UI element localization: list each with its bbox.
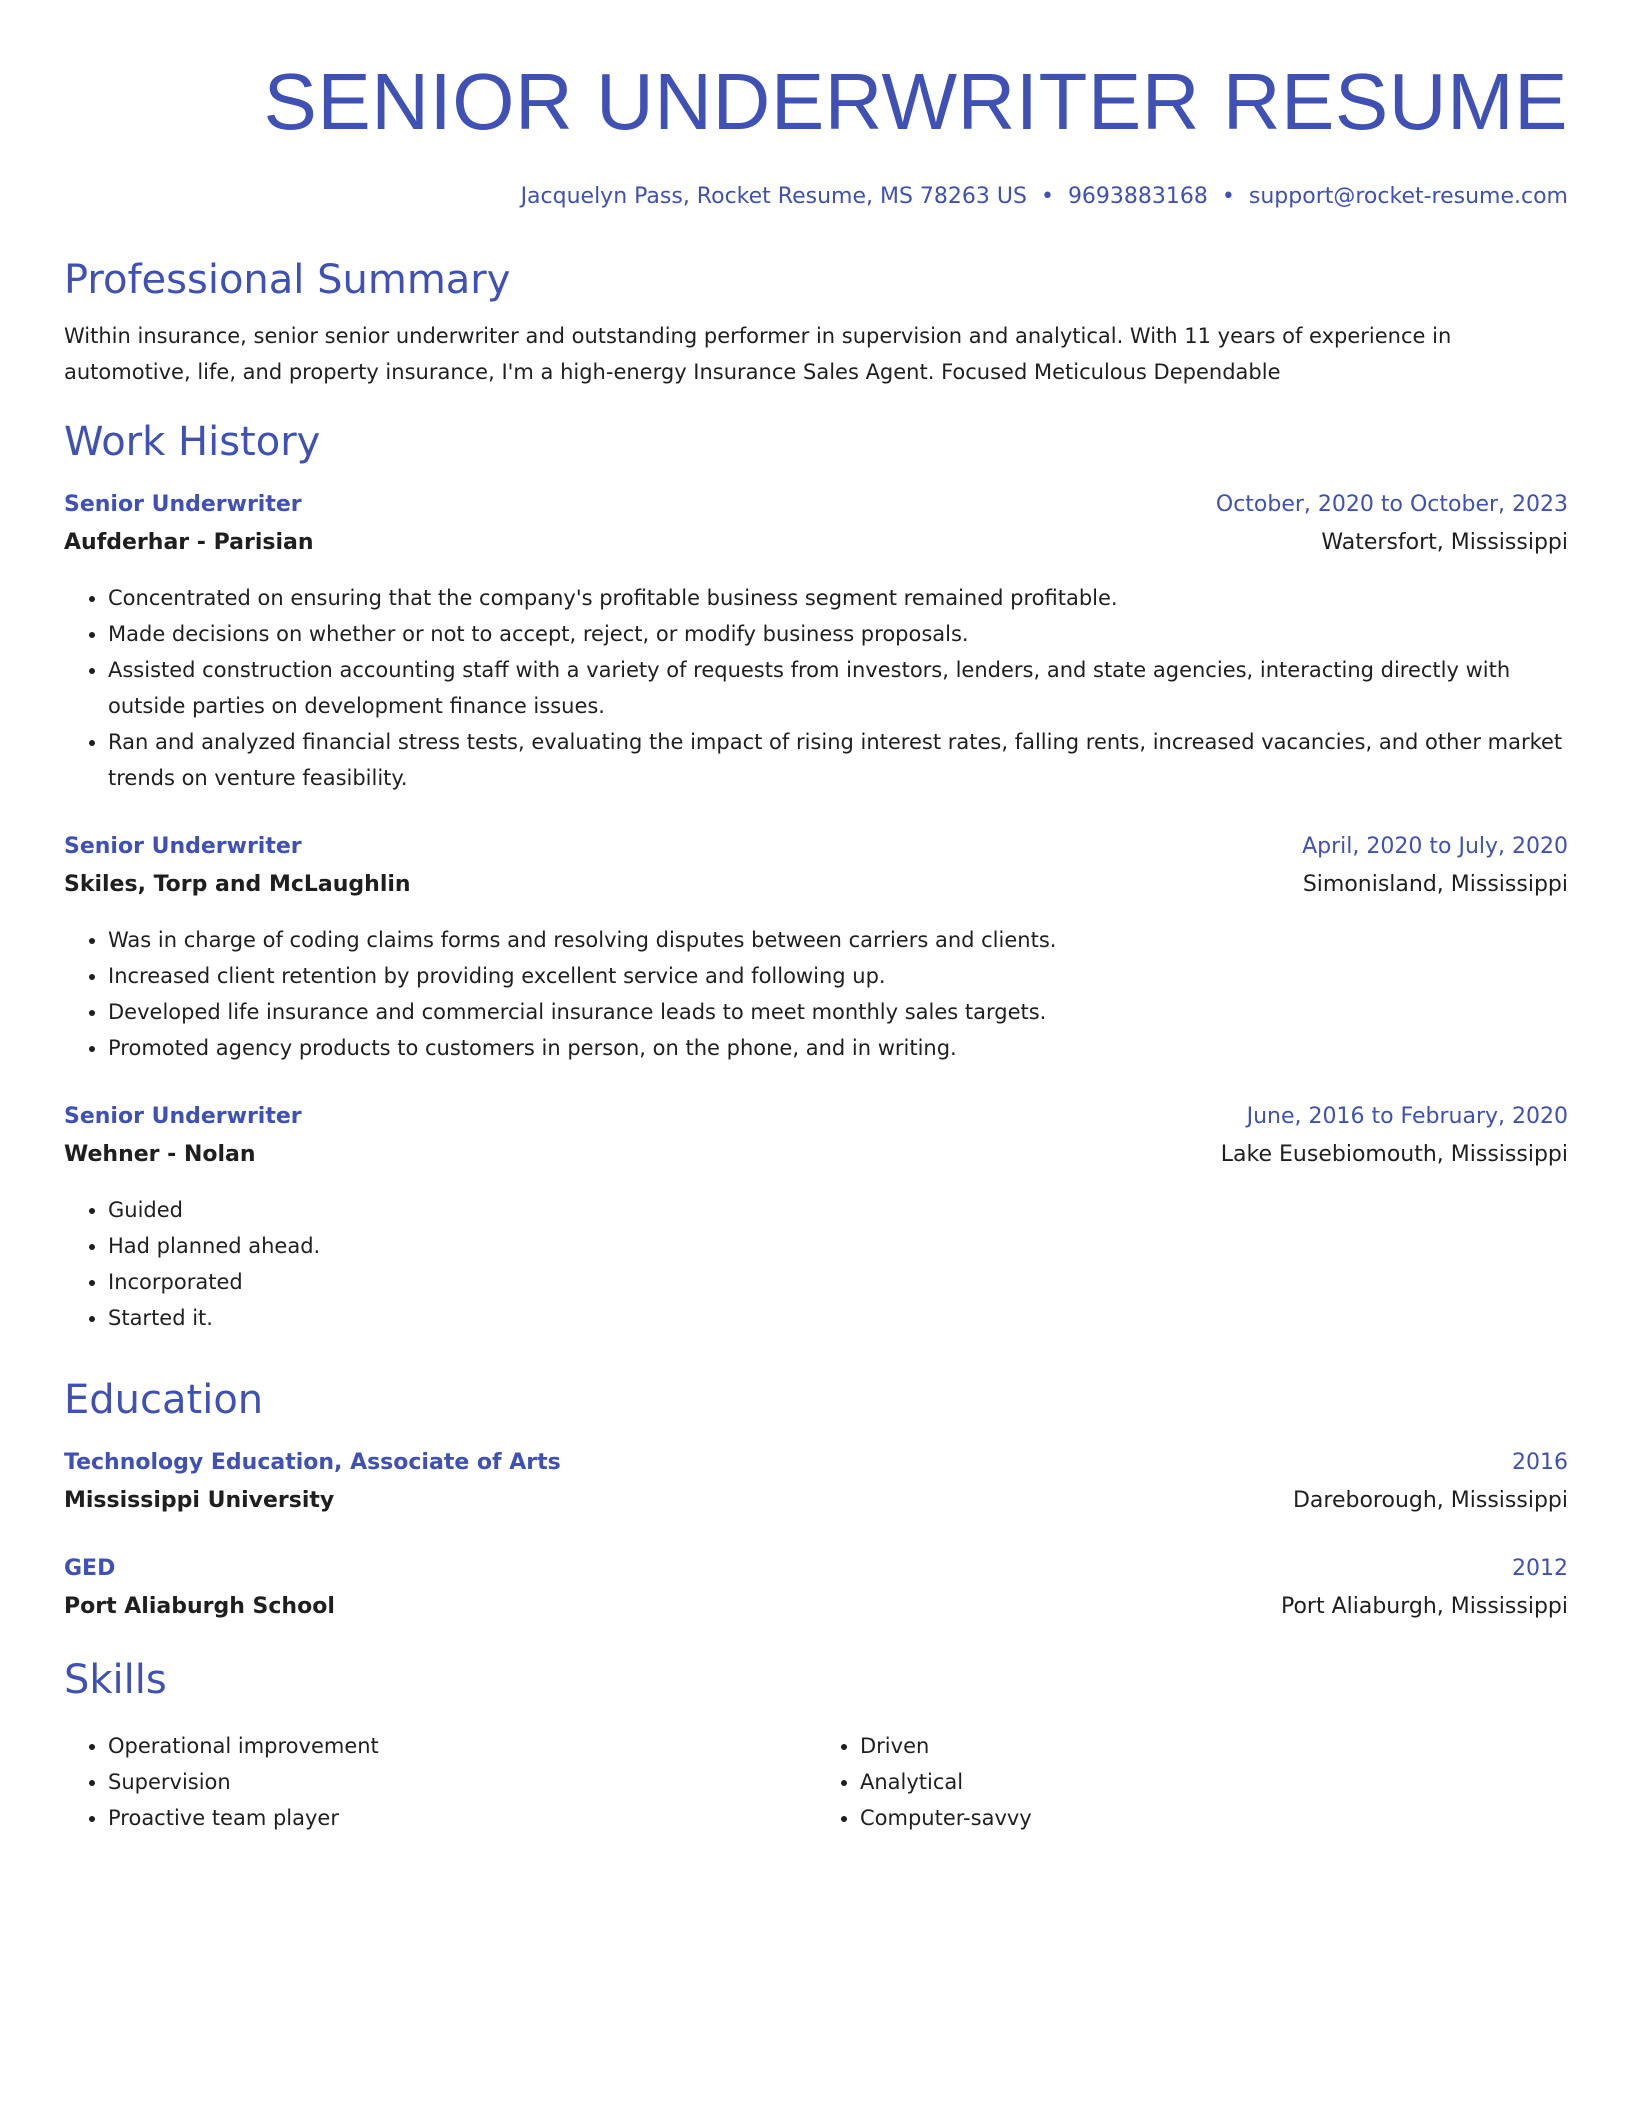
skill-item: • Proactive team player [108, 1800, 816, 1836]
job-company: Skiles, Torp and McLaughlin [64, 872, 411, 897]
job-title: Senior Underwriter [64, 834, 302, 859]
education-heading: Education [64, 1377, 264, 1423]
education-entry [64, 1554, 1568, 1622]
job-bullet: • Guided [108, 1192, 1568, 1228]
education-location: Port Aliaburgh, Mississippi [1280, 1594, 1568, 1619]
job-bullet: • Increased client retention by providing excellent service and following up. [108, 958, 1568, 994]
contact-email[interactable]: support@rocket-resume.com [1248, 184, 1568, 209]
skill-item: • Analytical [860, 1764, 1568, 1800]
skills-heading: Skills [64, 1657, 167, 1703]
education-year: 2016 [1512, 1450, 1568, 1475]
job-bullets [64, 1192, 1568, 1336]
education-school: Port Aliaburgh School [64, 1594, 335, 1619]
job-dates: October, 2020 to October, 2023 [1215, 492, 1568, 517]
job-bullets [64, 922, 1568, 1066]
skill-item: • Computer-savvy [860, 1800, 1568, 1836]
job-location: Watersfort, Mississippi [1321, 530, 1568, 555]
contact-address: Jacquelyn Pass, Rocket Resume, MS 78263 US [520, 184, 1027, 209]
education-location: Dareborough, Mississippi [1292, 1488, 1568, 1513]
contact-line [64, 182, 1568, 212]
job-bullet: • Ran and analyzed financial stress tests, evaluating the impact of rising interest rates, falling rents, increased vacancies, and other market trends on venture feasibility. [108, 724, 1568, 796]
job-bullet: • Assisted construction accounting staff with a variety of requests from investors, lenders, and state agencies, interacting directly with outside parties on development finance issues. [108, 652, 1568, 724]
contact-phone: 9693883168 [1067, 184, 1208, 209]
job-bullet: • Made decisions on whether or not to accept, reject, or modify business proposals. [108, 616, 1568, 652]
education-school: Mississippi University [64, 1488, 335, 1513]
education-degree: Technology Education, Associate of Arts [64, 1450, 561, 1475]
skill-item: • Operational improvement [108, 1728, 816, 1764]
education-degree: GED [64, 1556, 116, 1581]
work-entry [64, 832, 1568, 1066]
work-history-heading: Work History [64, 419, 321, 465]
job-company: Wehner - Nolan [64, 1142, 256, 1167]
job-title: Senior Underwriter [64, 1104, 302, 1129]
job-company: Aufderhar - Parisian [64, 530, 314, 555]
skill-item: • Supervision [108, 1764, 816, 1800]
work-entry [64, 490, 1568, 796]
work-entry [64, 1102, 1568, 1336]
job-bullet: • Started it. [108, 1300, 1568, 1336]
education-entry [64, 1448, 1568, 1516]
skill-item: • Driven [860, 1728, 1568, 1764]
education-year: 2012 [1512, 1556, 1568, 1581]
resume-title: SENIOR UNDERWRITER RESUME [263, 57, 1568, 146]
skills-column-right [816, 1728, 1568, 1836]
job-location: Simonisland, Mississippi [1302, 872, 1568, 897]
summary-text: Within insurance, senior senior underwriter and outstanding performer in supervision and analytical. With 11 years of experience in automotive, life, and property insurance, I'm a high-energy Insurance Sales Agent. Focused Meticulous Dependable [64, 324, 1452, 384]
job-bullet: • Developed life insurance and commercial insurance leads to meet monthly sales targets. [108, 994, 1568, 1030]
job-bullet: • Had planned ahead. [108, 1228, 1568, 1264]
skills-column-left [64, 1728, 816, 1836]
summary-heading: Professional Summary [64, 257, 511, 303]
job-title: Senior Underwriter [64, 492, 302, 517]
job-bullets [64, 580, 1568, 796]
job-bullet: • Promoted agency products to customers in person, on the phone, and in writing. [108, 1030, 1568, 1066]
contact-separator: • [1221, 184, 1235, 209]
job-dates: June, 2016 to February, 2020 [1246, 1104, 1568, 1129]
job-bullet: • Concentrated on ensuring that the company's profitable business segment remained profitable. [108, 580, 1568, 616]
job-location: Lake Eusebiomouth, Mississippi [1220, 1142, 1568, 1167]
skills-list [64, 1728, 1568, 1836]
contact-separator: • [1040, 184, 1054, 209]
job-bullet: • Incorporated [108, 1264, 1568, 1300]
job-bullet: • Was in charge of coding claims forms and resolving disputes between carriers and clients. [108, 922, 1568, 958]
job-dates: April, 2020 to July, 2020 [1302, 834, 1568, 859]
